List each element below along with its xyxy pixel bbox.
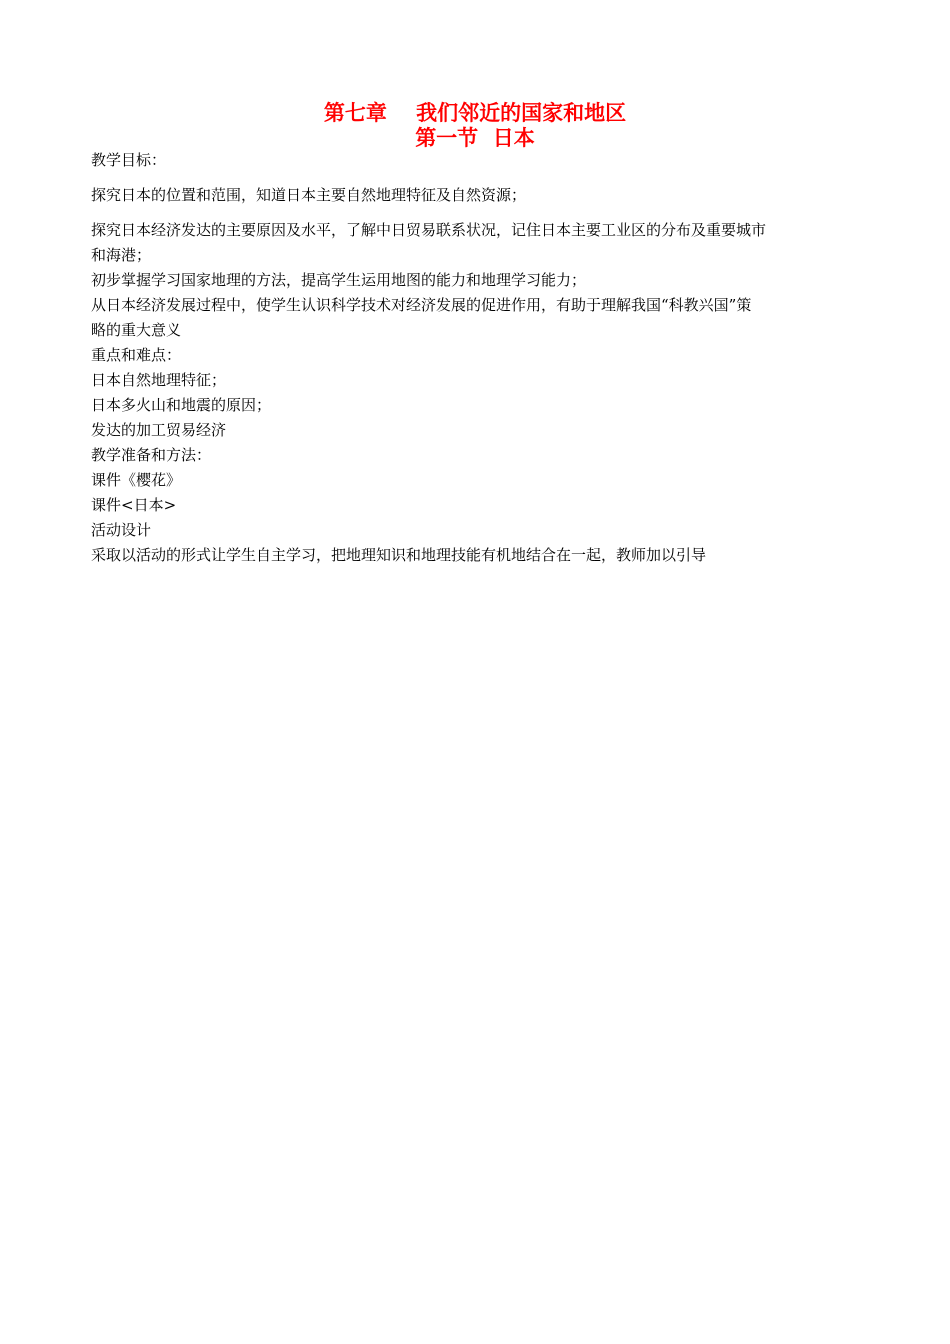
document-body bbox=[91, 148, 861, 568]
courseware-2: 课件<日本> bbox=[91, 496, 177, 514]
key-point-2: 日本多火山和地震的原因； bbox=[91, 396, 272, 414]
key-point-1: 日本自然地理特征； bbox=[91, 371, 227, 389]
courseware-1: 课件《樱花》 bbox=[91, 471, 182, 489]
objectives-heading: 教学目标： bbox=[91, 151, 167, 169]
preparation-heading: 教学准备和方法： bbox=[91, 446, 212, 464]
section-title: 第一节 日本 bbox=[415, 126, 535, 150]
objective-2-line2: 和海港； bbox=[91, 246, 152, 264]
chapter-title: 第七章 我们邻近的国家和地区 bbox=[323, 101, 627, 125]
activity-heading: 活动设计 bbox=[91, 521, 152, 539]
objective-1: 探究日本的位置和范围，知道日本主要自然地理特征及自然资源； bbox=[91, 186, 527, 204]
objective-2-line1: 探究日本经济发达的主要原因及水平，了解中日贸易联系状况，记住日本主要工业区的分布及重要城市 bbox=[91, 221, 767, 239]
key-points-heading: 重点和难点： bbox=[91, 346, 182, 364]
key-point-3: 发达的加工贸易经济 bbox=[91, 421, 227, 439]
objective-3: 初步掌握学习国家地理的方法，提高学生运用地图的能力和地理学习能力； bbox=[91, 271, 587, 289]
objective-4-line1: 从日本经济发展过程中，使学生认识科学技术对经济发展的促进作用，有助于理解我国“科教兴国”策 bbox=[91, 296, 752, 314]
objective-4-line2: 略的重大意义 bbox=[91, 321, 182, 339]
activity-description: 采取以活动的形式让学生自主学习，把地理知识和地理技能有机地结合在一起，教师加以引导 bbox=[91, 546, 707, 564]
